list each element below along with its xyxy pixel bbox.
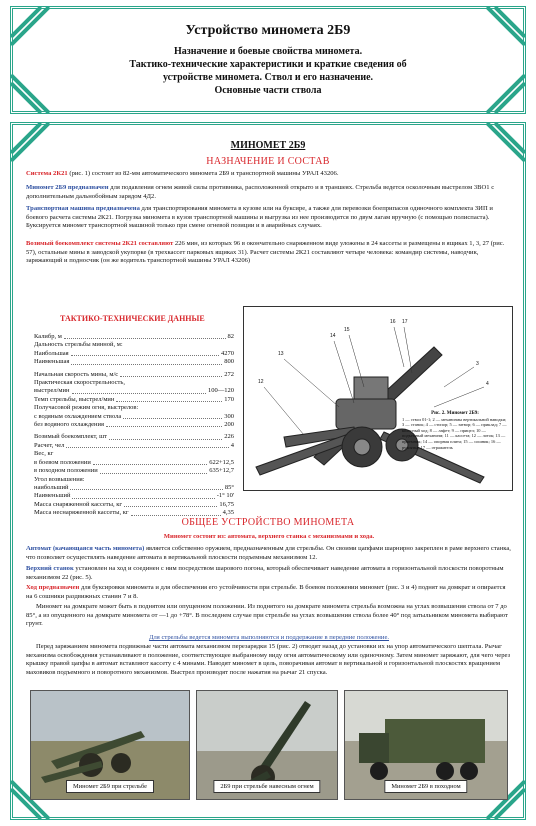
spec-row xyxy=(34,492,234,500)
spec-label: Расчет, чел xyxy=(34,441,65,449)
spec-leader xyxy=(72,387,207,393)
spec-value: 800 xyxy=(224,358,234,366)
paragraph-text: 226 мин, из которых 96 в окончательно снаряженном виде уложены в 24 кассеты и размещены в ящиках 1, 3, 27 (рис. 57), остальные мины в заводской укупорке (в трехкассет парковых ящиках 31). Расчет системы 2К21 составляют четыре человека: командир системы, наводчик, заряжающий и подносчик (он же водитель транспортной машины УРАЛ 43206) xyxy=(26,240,505,265)
spec-label: Наибольшая xyxy=(34,349,69,357)
spec-row xyxy=(34,350,234,358)
spec-label: Практическая скорострельность, xyxy=(34,379,125,387)
spec-label: Калибр, м xyxy=(34,333,62,340)
paragraph xyxy=(26,584,512,601)
spec-label: Получасовой режим огня, выстрелов: xyxy=(34,404,139,412)
spec-value: 300 xyxy=(224,412,234,420)
spec-row xyxy=(34,396,234,404)
diagram-caption xyxy=(402,411,508,450)
spec-value: 622+12,5 xyxy=(209,458,234,466)
paragraph-lead: Миномет 2Б9 предназначен xyxy=(26,184,109,191)
spec-label: Масса снаряженной кассеты, кг xyxy=(34,500,123,508)
paragraph-text: (рис. 1) состоит из 82-мм автоматического миномета 2Б9 и транспортной машины УРАЛ 43206. xyxy=(67,170,339,177)
spec-label: Наименьший xyxy=(34,492,71,500)
spec-label: Темп стрельбы, выстрел/мин xyxy=(34,395,115,403)
spec-row xyxy=(34,433,234,441)
photo-travel xyxy=(344,690,508,800)
page-title: Устройство миномета 2Б9 xyxy=(185,23,351,38)
spec-value: 200 xyxy=(224,421,234,429)
spec-value: 170 xyxy=(224,395,234,403)
section-heading: МИНОМЕТ 2Б9 xyxy=(230,140,306,151)
paragraph xyxy=(26,545,512,562)
paragraph xyxy=(26,565,512,582)
svg-text:14: 14 xyxy=(330,333,336,339)
spec-value: 4270 xyxy=(221,349,234,357)
svg-text:3: 3 xyxy=(476,361,479,367)
spec-label: Возимый боекомплект, шт xyxy=(34,433,107,441)
paragraph-text: установлен на ход и соединен с ним посредством шарового погона, который обеспечивает наведение автомата в горизонтальной плоскости поворотным механизмом 22 (рис. 5). xyxy=(26,565,504,581)
paragraph-text: Миномет состоит из: автомата, верхнего станка с механизмами и хода. xyxy=(163,533,375,540)
spec-leader xyxy=(106,421,222,427)
specs-title: ТАКТИКО-ТЕХНИЧЕСКИЕ ДАННЫЕ xyxy=(60,314,205,323)
spec-leader xyxy=(72,492,214,498)
spec-value: 16,75 xyxy=(219,500,234,508)
spec-row xyxy=(34,442,234,450)
spec-leader xyxy=(93,459,207,465)
spec-label: в походном положении xyxy=(34,467,98,475)
paragraph-lead: Верхний станок xyxy=(26,565,74,572)
subtitle-line: Назначение и боевые свойства миномета. xyxy=(173,46,363,57)
svg-text:12: 12 xyxy=(258,379,264,385)
spec-row xyxy=(34,450,234,458)
photo-caption: Миномет 2Б9 в походном xyxy=(384,780,467,793)
paragraph-lead: Транспортная машина предназначена xyxy=(26,205,140,212)
svg-text:17: 17 xyxy=(402,319,408,325)
spec-value: 272 xyxy=(224,370,234,378)
spec-leader xyxy=(124,501,217,507)
paragraph: Перед заряжанием миномета подвижные части автомата механизмом перезарядки 15 (рис. 2) отводят назад до установки их на упор автоматического шептала. Рычаг механизма освобождения устанавливают в положение, соответствующее выбранному виду огня автоматическому или одиночному. Затем миномет заряжают, для чего через крышку правой цапфы в автомат вставляют кассету с 4 минами. Наводят миномет в цель, поворачивая автомат в вертикальной и горизонтальной плоскостях вращением маховиков подъемного и поворотного механизмов. Выстрел производят после нажатия на рычаг 21 спуска. xyxy=(26,643,511,676)
spec-leader xyxy=(120,371,222,377)
paragraph-lead: Система 2К21 xyxy=(26,170,68,177)
spec-row xyxy=(34,476,234,484)
subtitle-line: устройстве миномета. Ствол и его назначение. xyxy=(162,72,374,83)
spec-leader xyxy=(64,333,226,339)
spec-leader xyxy=(66,442,228,448)
paragraph-text: является собственно оружием, предназначенным для стрельбы. Он своими цапфами шарнирно закреплен в раме верхнего станка, что позволяет осуществлять наведение автомата в вертикальной плоскости подъемным механизмом 12. xyxy=(26,545,511,561)
paragraph: Миномет на домкрате может быть в поднятом или опущенном положении. Из поднятого на домкрате миномета стрельба возможна на углах возвышения ствола от 7 до 85°, а из опущенного на домкрате миномета от —1 до +78°. В последнем случае при стрельбе на углах возвышения ствола более 40° под затыльником миномета выбирают грунт. xyxy=(26,603,508,628)
subtitle-line: Основные части ствола xyxy=(214,85,322,96)
paragraph-text: для транспортирования миномета в кузове или на буксире, а также для перевозки боеприпасов одиночного комплекта ЗИП и боевого расчета системы 2К21. Погрузка миномета в кузов транспортной машины и выгрузка из нее производится по двум лагам вручную (с помощью полиспаста). Буксируется миномет транспортной машиной только при смене огневой позиции и в аварийных случаях. xyxy=(26,205,493,230)
spec-leader xyxy=(100,467,208,473)
svg-text:15: 15 xyxy=(344,327,350,333)
spec-label: без водяного охлаждения xyxy=(34,421,104,429)
spec-row xyxy=(34,358,234,366)
paragraph xyxy=(26,170,512,179)
spec-value: 82 xyxy=(227,333,234,340)
spec-row xyxy=(34,333,234,341)
spec-value: 226 xyxy=(224,433,234,441)
subtitle-line: Тактико-технические характеристики и краткие сведения об xyxy=(129,59,407,70)
specs-table xyxy=(34,333,234,518)
spec-leader xyxy=(116,396,222,402)
photo-caption: Миномет 2Б9 при стрельбе xyxy=(66,780,154,793)
paragraph-lead: Автомат (качающаяся часть миномета) xyxy=(26,545,145,552)
spec-label: Масса неснаряженной кассеты, кг xyxy=(34,509,129,517)
spec-row xyxy=(34,387,234,395)
paragraph-text: для буксировки миномета и для обеспечения его устойчивости при стрельбе. В боевом положении миномет (рис. 3 и 4) поднят на домкрат и опирается на 6 сошники раздвижных станин 7 и 8. xyxy=(26,584,506,600)
svg-text:13: 13 xyxy=(278,351,284,357)
paragraph-lead: Ход предназначен xyxy=(26,584,80,591)
spec-leader xyxy=(123,413,222,419)
spec-label: выстрел/мин xyxy=(34,387,70,395)
svg-text:16: 16 xyxy=(390,319,396,325)
spec-row xyxy=(34,379,234,387)
photo-firing xyxy=(30,690,190,800)
photo-high-angle xyxy=(196,690,338,800)
photo-caption: 2Б9 при стрельбе навесным огнем xyxy=(213,780,320,793)
spec-leader xyxy=(70,484,222,490)
section-title: ОБЩЕЕ УСТРОЙСТВО МИНОМЕТА xyxy=(181,517,355,528)
section-title: НАЗНАЧЕНИЕ И СОСТАВ xyxy=(206,156,330,167)
spec-row xyxy=(34,413,234,421)
spec-label: Дальность стрельбы минной, м: xyxy=(34,341,123,349)
paragraph-lead: Возимый боекомплект системы 2К21 составляют xyxy=(26,240,174,247)
paragraph xyxy=(26,184,512,201)
spec-row xyxy=(34,421,234,429)
paragraph xyxy=(26,533,512,542)
title-frame xyxy=(10,6,526,114)
spec-label: в боевом положении xyxy=(34,458,91,466)
spec-value: 4,35 xyxy=(222,509,234,517)
mortar-diagram xyxy=(243,306,513,491)
paragraph-text: для подавления огнем живой силы противника, расположенной открыто и в траншеях. Стрельба ведется осколочным выстрелом 3ВО1 с дополнительным дальнобойным зарядом 4Д2. xyxy=(26,184,495,200)
spec-label: Вес, кг xyxy=(34,450,54,458)
spec-label: Начальная скорость мины, м/с xyxy=(34,370,119,378)
spec-row xyxy=(34,404,234,412)
mortar-drawing-icon xyxy=(244,307,512,490)
spec-row xyxy=(34,341,234,349)
spec-value: 100—120 xyxy=(208,387,234,395)
paragraph: Для стрельбы ведется миномета выполняются и поддержание в передние положение. xyxy=(148,634,390,641)
spec-value: 635+12,7 xyxy=(209,467,234,475)
spec-row xyxy=(34,459,234,467)
spec-row xyxy=(34,371,234,379)
spec-value: 4 xyxy=(230,441,234,449)
paragraph xyxy=(26,205,512,231)
spec-leader xyxy=(71,358,222,364)
spec-row xyxy=(34,484,234,492)
diagram-caption-text: 1 — ствол 01-1; 2 — механизмы вертикальной наводки; 3 — станок; 4 — стопор; 5 — затвор; 6 — приклад; 7 — колесный ход; 8 — лафет; 9 — прицел; 10 — подъемный механизм; 11 — кассета; 12 — лоток; 13 — приемник; 14 — опорная плита; 15 — сошник; 16 — рукоятка; 17 — отражатель xyxy=(402,416,507,450)
spec-leader xyxy=(109,433,222,439)
spec-value: -1° 10' xyxy=(216,492,234,500)
diagram-caption-title: Рис. 2. Миномет 2Б9: xyxy=(431,411,479,416)
spec-leader xyxy=(131,509,221,515)
spec-label: Наименьшая xyxy=(34,358,70,366)
spec-label: наибольший xyxy=(34,483,69,491)
spec-value: 85° xyxy=(224,483,234,491)
spec-label: с водяным охлаждением ствола xyxy=(34,412,122,420)
spec-row xyxy=(34,467,234,475)
paragraph xyxy=(26,240,512,266)
spec-label: Угол возвышения: xyxy=(34,475,85,483)
spec-row xyxy=(34,501,234,509)
spec-leader xyxy=(71,350,219,356)
svg-text:4: 4 xyxy=(486,381,489,387)
